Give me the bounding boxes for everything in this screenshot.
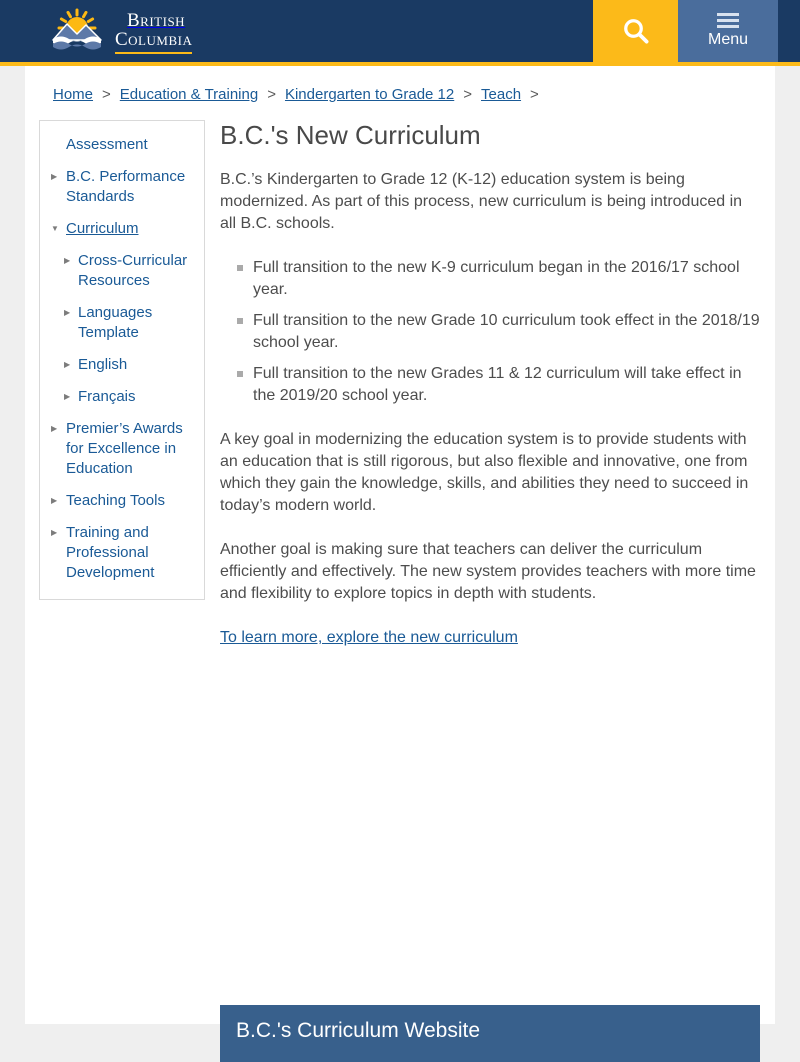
chevron-right-icon <box>51 491 66 511</box>
chevron-right-icon <box>64 387 78 407</box>
breadcrumb-separator: > <box>463 86 473 103</box>
sidebar-item-assessment <box>40 135 204 155</box>
bc-gov-logo[interactable] <box>45 7 192 54</box>
chevron-right-icon <box>51 523 66 543</box>
bullet-item: Full transition to the new K-9 curriculum began in the 2016/17 school year. <box>237 257 760 301</box>
sidebar-link-languages-template[interactable]: Languages Template <box>78 304 153 341</box>
sidebar-item-francais <box>40 387 204 407</box>
sidebar-link-assessment[interactable]: Assessment <box>66 136 148 153</box>
brand-line2: Columbia <box>115 30 192 53</box>
hamburger-icon <box>717 13 739 28</box>
sidebar-link-premiers-awards[interactable]: Premier’s Awards for Excellence in Education <box>66 420 183 477</box>
bc-sunrise-logo-icon <box>45 7 109 53</box>
sidebar-link-cross-curricular-resources[interactable]: Cross-Curricular Resources <box>78 252 188 289</box>
breadcrumb-separator: > <box>267 86 276 103</box>
page-title: B.C.'s New Curriculum <box>220 120 481 150</box>
menu-button-label: Menu <box>707 31 749 48</box>
explore-curriculum-link[interactable]: To learn more, explore the new curriculum <box>220 629 518 646</box>
menu-button[interactable] <box>678 0 778 62</box>
content-area <box>25 120 775 649</box>
breadcrumb-separator: > <box>102 86 111 103</box>
chevron-right-icon <box>51 419 66 439</box>
chevron-right-icon <box>64 303 78 323</box>
chevron-right-icon <box>64 251 78 271</box>
brand-wordmark <box>115 11 192 54</box>
breadcrumb-link-k12[interactable]: Kindergarten to Grade 12 <box>284 86 455 103</box>
chevron-down-icon <box>51 219 66 239</box>
sidebar-item-premiers-awards <box>40 419 204 479</box>
sidebar-link-english[interactable]: English <box>78 356 128 373</box>
breadcrumb-link-teach[interactable]: Teach <box>481 86 522 103</box>
search-button[interactable] <box>593 0 678 62</box>
breadcrumb-link-home[interactable]: Home <box>53 86 94 103</box>
sidebar-link-bc-performance-standards[interactable]: B.C. Performance Standards <box>66 168 186 205</box>
curriculum-website-promo-box[interactable] <box>220 1005 760 1062</box>
bullet-item: Full transition to the new Grades 11 & 12 curriculum will take effect in the 2019/20 school year. <box>237 363 760 407</box>
bullet-item: Full transition to the new Grade 10 curriculum took effect in the 2018/19 school year. <box>237 310 760 354</box>
promo-title: B.C.'s Curriculum Website <box>236 1019 481 1042</box>
goal-paragraph: A key goal in modernizing the education system is to provide students with an education that is still rigorous, but also flexible and innovative, one from which they gain the knowledge, skills, and abilities they need to succeed in today’s modern world. <box>220 431 749 514</box>
search-icon <box>621 16 651 46</box>
page-card <box>25 66 775 1042</box>
breadcrumb <box>25 66 775 103</box>
teachers-paragraph: Another goal is making sure that teachers can deliver the curriculum efficiently and effectively. The new system provides teachers with more time and flexibility to explore topics in depth with students. <box>220 541 756 602</box>
transition-bullet-list <box>220 257 760 407</box>
breadcrumb-separator: > <box>530 86 539 103</box>
intro-paragraph: B.C.’s Kindergarten to Grade 12 (K-12) education system is being modernized. As part of this process, new curriculum is being introduced in all B.C. schools. <box>220 171 743 232</box>
sidebar-link-curriculum[interactable]: Curriculum <box>66 220 139 237</box>
sidebar-item-cross-curricular-resources <box>40 251 204 291</box>
chevron-right-icon <box>51 167 66 187</box>
sidebar-item-teaching-tools <box>40 491 204 511</box>
site-header <box>0 0 800 62</box>
chevron-right-icon <box>64 355 78 375</box>
section-navigation <box>39 120 205 600</box>
sidebar-link-francais[interactable]: Français <box>78 388 136 405</box>
main-content <box>220 120 760 649</box>
sidebar-item-english <box>40 355 204 375</box>
sidebar-link-training-professional-development[interactable]: Training and Professional Development <box>66 524 155 581</box>
breadcrumb-link-education-training[interactable]: Education & Training <box>119 86 259 103</box>
sidebar-link-teaching-tools[interactable]: Teaching Tools <box>66 492 165 509</box>
sidebar-item-languages-template <box>40 303 204 343</box>
sidebar-item-curriculum <box>40 219 204 239</box>
sidebar-item-bc-performance-standards <box>40 167 204 207</box>
brand-line1: British <box>127 10 186 31</box>
sidebar-item-training-professional-development <box>40 523 204 583</box>
